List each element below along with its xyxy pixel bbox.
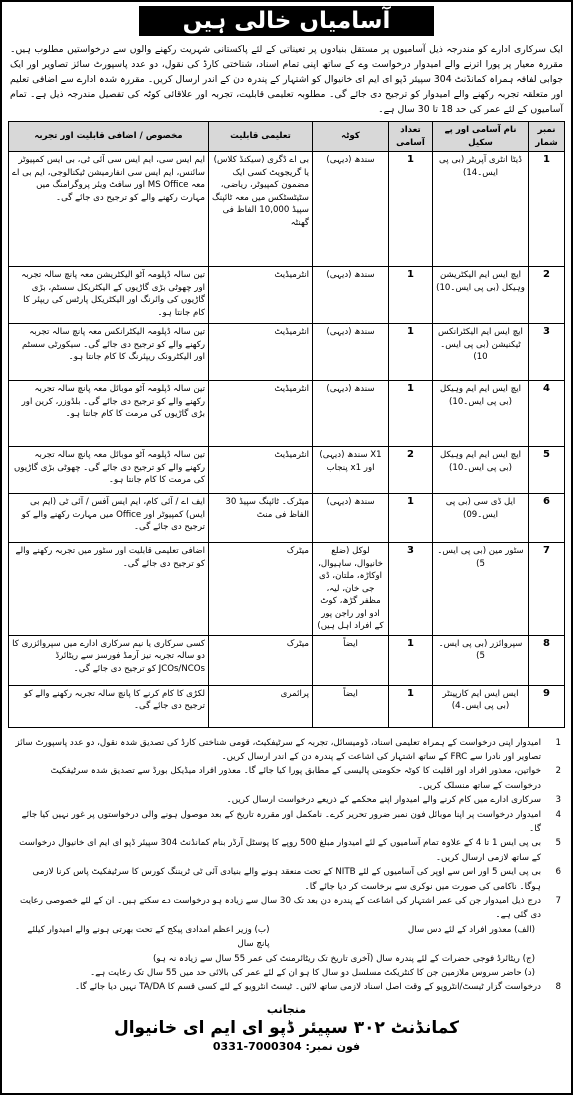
intro-paragraph: ایک سرکاری ادارے کو مندرجہ ذیل آسامیوں پر مستقل بنیادوں پر تعیناتی کے لئے پاکستانی شہریت رکھنے والوں سے درخواستیں مطلوب ہیں۔ مقررہ معیار پر پورا اترنے والے امیدوار درخواست وے کے ساتھ اپنی تمام اسناد، شناختی کارڈ کی نقول، دو عدد پاسپورٹ سائز تصاویر اور ایک جوابی لفافہ ہمراہ کمانڈنٹ 304 سپیئر ڈپو ای ایم ای خانیوال کو اشتہار کے پندرہ دن کے اندر ارسال کریں۔ مقررہ شدہ ادارے سے اضافی تعلیم اور متعلقہ تجربہ رکھنے والے امیدوار کو ترجیح دی جائے گی۔ مطلوبہ تعلیمی قابلیت، تجربہ اور علاقائی کوٹہ کی تفصیل مندرجہ ذیل ہے۔ تمام آسامیوں کے لئے عمر کی حد 18 تا 30 سال ہے۔: [10, 44, 563, 115]
footer: [8, 1003, 565, 1053]
row-num: 9: [529, 685, 565, 727]
row-qualification: انٹرمیڈیٹ: [209, 381, 313, 447]
row-post: ایچ ایس ایم ایم وہیکل (بی پی ایس۔10): [433, 447, 529, 494]
age-relaxation-item: (ج) ریٹائرڈ فوجی حضرات کے لئے پندرہ سال (آخری تاریخ تک ریٹائرمنٹ کی عمر 55 سال سے زیادہ نہ ہو): [153, 953, 535, 964]
row-qualification: بی اے ڈگری (سیکنڈ کلاس) یا گریجویٹ کسی ایک مضمون کمپیوٹر، ریاضی، سٹیٹسٹکس میں معہ ٹائپنگ سپیڈ 10,000 الفاظ فی گھنٹہ: [209, 152, 313, 267]
age-relaxation-item: (الف) معذور افراد کے لئے دس سال: [407, 924, 535, 935]
issuer-address: کمانڈنٹ ۳۰۲ سپیئر ڈپو ای ایم ای خانیوال: [113, 1017, 460, 1038]
note-item: [12, 980, 561, 994]
row-qualification: میٹرک: [209, 543, 313, 636]
phone-label: فون نمبر:: [305, 1039, 361, 1053]
note-text: درخواست گزار ٹیسٹ/انٹرویو کے وقت اصل اسناد لازمی ساتھ لائیں۔ ٹیسٹ انٹرویو کے لئے کسی قسم کا TA/DA نہیں دیا جائے گا۔: [74, 982, 541, 993]
note-text: سرکاری ادارے میں کام کرنے والے امیدوار اپنے محکمے کے ذریعے درخواست ارسال کریں۔: [226, 795, 541, 806]
row-qty: 1: [389, 635, 433, 685]
row-quota: سندھ (دیہی): [313, 494, 389, 543]
row-quota: سندھ (دیہی): [313, 152, 389, 267]
note-text: خواتین، معذور افراد اور اقلیت کا کوٹہ حکومتی پالیسی کے مطابق پورا کیا جائے گا۔ معذور افراد میڈیکل بورڈ سے تصدیق شدہ سرٹیفکیٹ درخواست کے ساتھ منسلک کریں۔: [50, 766, 541, 791]
note-number: 5: [555, 838, 561, 849]
row-quota: X1 سندھ (دیہی) اور x1 پنجاب: [313, 447, 389, 494]
row-quota: ایضاً: [313, 685, 389, 727]
age-relaxation-item: (د) حاضر سروس ملازمین جن کا کنٹریکٹ مسلسل دو سال کا ہو ان کے لئے عمر کی بالائی حد میں 55 سال تک رعایت ہے۔: [90, 968, 535, 978]
row-num: 8: [529, 635, 565, 685]
row-qualification: پرائمری: [209, 685, 313, 727]
note-number: 3: [555, 795, 561, 806]
note-item: [12, 808, 561, 837]
header-num: نمبر شمار: [529, 122, 565, 152]
notes-section: [8, 736, 565, 995]
table-row: [9, 635, 565, 685]
row-quota: سندھ (دیہی): [313, 324, 389, 381]
row-qty: 1: [389, 152, 433, 267]
header-experience: مخصوص / اضافی قابلیت اور تجربہ: [9, 122, 209, 152]
table-row: [9, 324, 565, 381]
row-post: ایچ ایس ایم الیکٹرانکس ٹیکنیشن (بی پی ایس۔10): [433, 324, 529, 381]
row-qty: 1: [389, 381, 433, 447]
row-post: ایس ایس ایم کارپینٹر (بی پی ایس۔4): [433, 685, 529, 727]
row-quota: سندھ (دیہی): [313, 267, 389, 324]
note-text: درج ذیل امیدوار جن کی عمر اشتہار کی اشاعت کے پندرہ دن بعد تک 30 سال سے زیادہ ہو درخواست دے سکتے ہیں۔ ان کے لئے خصوصی رعایت دی گئی ہے۔: [19, 895, 541, 921]
age-relaxation-item: (ب) وزیر اعظم امدادی پیکج کے تحت بھرتی ہونے والے امیدوار کیلئے پانچ سال: [27, 924, 270, 950]
note-text: بی پی ایس 1 تا 4 کے علاوہ تمام آسامیوں کے لئے امیدوار مبلغ 500 روپے کا پوسٹل آرڈر بنام کمانڈنٹ 304 سپیئر ڈپو ای ایم ای خانیوال درخواست کے ساتھ لازمی ارسال کریں۔: [19, 838, 541, 863]
table-row: [9, 494, 565, 543]
note-text: امیدوار اپنی درخواست کے ہمراہ تعلیمی اسناد، ڈومیسائل، تجربہ کے سرٹیفکیٹ، قومی شناختی کارڈ کی تصدیق شدہ نقول، دو عدد پاسپورٹ سائز تصاویر اور نادرا سے FRC کے ساتھ اشتہار کی اشاعت کے پندرہ دن کے اندر ارسال کریں۔: [15, 737, 541, 762]
row-qty: 2: [389, 447, 433, 494]
row-experience: اضافی تعلیمی قابلیت اور سٹور میں تجربہ رکھنے والے کو ترجیح دی جائے گی۔: [9, 543, 209, 636]
row-experience: ایم ایس سی، ایم ایس سی آئی ٹی، بی ایس کمپیوٹر سائنس، ایم ایس سی انفارمیشن ٹیکنالوجی، ایم بی اے معہ MS Office اور سافٹ ویئر پروگرامنگ میں مہارت رکھنے والے کو ترجیح دی جائے گی۔: [9, 152, 209, 267]
vacancies-table: [8, 121, 565, 728]
row-qty: 1: [389, 685, 433, 727]
table-row: [9, 267, 565, 324]
row-experience: تین سالہ ڈپلومہ الیکٹرانکس معہ پانچ سالہ تجربہ رکھنے والے کو ترجیح دی جائے گی۔ سیکورٹی سسٹم اور الیکٹرونک ریپئرنگ کا کام جانتا ہو۔: [9, 324, 209, 381]
row-experience: لکڑی کا کام کرنے کا پانچ سالہ تجربہ رکھنے والے کو ترجیح دی جائے گی۔: [9, 685, 209, 727]
row-qualification: انٹرمیڈیٹ: [209, 447, 313, 494]
row-experience: کسی سرکاری یا نیم سرکاری ادارے میں سپروائزری کا دو سالہ تجربہ نیز آرمڈ فورسز سے ریٹائرڈ JCOs/NCOs کو ترجیح دی جائے گی۔: [9, 635, 209, 685]
table-header-row: [9, 122, 565, 152]
note-item: [12, 764, 561, 793]
table-row: [9, 685, 565, 727]
row-experience: تین سالہ ڈپلومہ آٹو موبائل معہ پانچ سالہ تجربہ رکھنے والے کو ترجیح دی جائے گی۔ چھوٹی بڑی گاڑیوں کی مرمت کا کام جانتا ہو۔: [9, 447, 209, 494]
row-experience: ایف اے / آئی کام، ایم ایس آفس / آئی ٹی (ایم بی ایس) کمپیوٹر اور Office میں مہارت رکھنے والے کو ترجیح دی جائے گی۔: [9, 494, 209, 543]
row-post: سٹور مین (بی پی ایس۔5): [433, 543, 529, 636]
title-wrap: [8, 6, 565, 36]
note-item: [12, 865, 561, 894]
note-number: 2: [555, 766, 561, 777]
table-row: [9, 543, 565, 636]
note-number: 7: [555, 895, 561, 906]
note-text: امیدوار درخواست پر اپنا موبائل فون نمبر ضرور تحریر کرے۔ نامکمل اور مقررہ تاریخ کے بعد موصول ہونے والی درخواستوں پر غور نہیں کیا جائے گا۔: [21, 809, 541, 834]
row-qty: 1: [389, 324, 433, 381]
age-relaxation-line: [12, 966, 561, 980]
row-num: 6: [529, 494, 565, 543]
note-text: بی پی ایس 5 اور اس سے اوپر کی آسامیوں کے لئے NITB کے تحت منعقد ہونے والے بنیادی آئی ٹی ٹریننگ کورس کا سرٹیفکیٹ پاس کرنا لازمی ہوگا۔ ناکامی کی صورت میں نوکری سے برخاست کر دیا جائے گا۔: [32, 867, 541, 892]
age-relaxation-line: [12, 952, 561, 966]
note-number: 1: [555, 737, 561, 748]
note-item: [12, 836, 561, 865]
header-qualification: تعلیمی قابلیت: [209, 122, 313, 152]
row-quota: ایضاً: [313, 635, 389, 685]
table-row: [9, 152, 565, 267]
table-row: [9, 447, 565, 494]
row-num: 3: [529, 324, 565, 381]
row-num: 2: [529, 267, 565, 324]
header-post: نام آسامی اور پے سکیل: [433, 122, 529, 152]
note-item: [12, 736, 561, 765]
row-qualification: میٹرک: [209, 635, 313, 685]
row-quota: لوکل (ضلع خانیوال، ساہیوال، اوکاڑہ، ملتان، ڈی جی خان، لیہ، مظفر گڑھ، کوٹ ادو اور راجن پور کے افراد اہل ہیں): [313, 543, 389, 636]
row-qty: 1: [389, 494, 433, 543]
header-qty: تعداد آسامی: [389, 122, 433, 152]
row-quota: سندھ (دیہی): [313, 381, 389, 447]
note-number: 4: [555, 809, 561, 820]
row-post: ڈیٹا انٹری آپریٹر (بی پی ایس۔14): [433, 152, 529, 267]
row-post: ایل ڈی سی (بی پی ایس۔09): [433, 494, 529, 543]
phone-number: 0331-7000304: [212, 1039, 302, 1053]
row-qty: 3: [389, 543, 433, 636]
table-row: [9, 381, 565, 447]
row-qualification: میٹرک۔ ٹائپنگ سپیڈ 30 الفاظ فی منٹ: [209, 494, 313, 543]
note-number: 8: [555, 982, 561, 993]
row-experience: تین سالہ ڈپلومہ آٹو موبائل معہ پانچ سالہ تجربہ رکھنے والے کو ترجیح دی جائے گی۔ بلڈوزر، کرین اور بڑی گاڑیوں کی مرمت کا کام جانتا ہو۔: [9, 381, 209, 447]
row-num: 1: [529, 152, 565, 267]
row-qty: 1: [389, 267, 433, 324]
note-number: 6: [555, 867, 561, 878]
header-quota: کوٹہ: [313, 122, 389, 152]
row-num: 5: [529, 447, 565, 494]
age-relaxation-line: [12, 923, 561, 952]
row-experience: تین سالہ ڈپلومہ آٹو الیکٹریشن معہ پانچ سالہ تجربہ اور چھوٹی بڑی گاڑیوں کے الیکٹریکل سسٹم، بڑی گاڑیوں کی وائرنگ اور الیکٹریکل پارٹس کی ریپئر کا کام جانتا ہو۔: [9, 267, 209, 324]
row-post: سپروائزر (بی پی ایس۔5): [433, 635, 529, 685]
row-qualification: انٹرمیڈیٹ: [209, 324, 313, 381]
row-post: ایچ ایس ایم الیکٹریشن وہیکل (بی پی ایس۔10): [433, 267, 529, 324]
row-post: ایچ ایس ایم ایم وہیکل (بی پی ایس۔10): [433, 381, 529, 447]
row-num: 4: [529, 381, 565, 447]
note-item: [12, 894, 561, 923]
phone-line: [8, 1040, 565, 1053]
row-num: 7: [529, 543, 565, 636]
note-item: [12, 793, 561, 807]
page-title: آسامیاں خالی ہیں: [139, 6, 435, 36]
row-qualification: انٹرمیڈیٹ: [209, 267, 313, 324]
issuer-label: منجانب: [266, 1002, 307, 1016]
